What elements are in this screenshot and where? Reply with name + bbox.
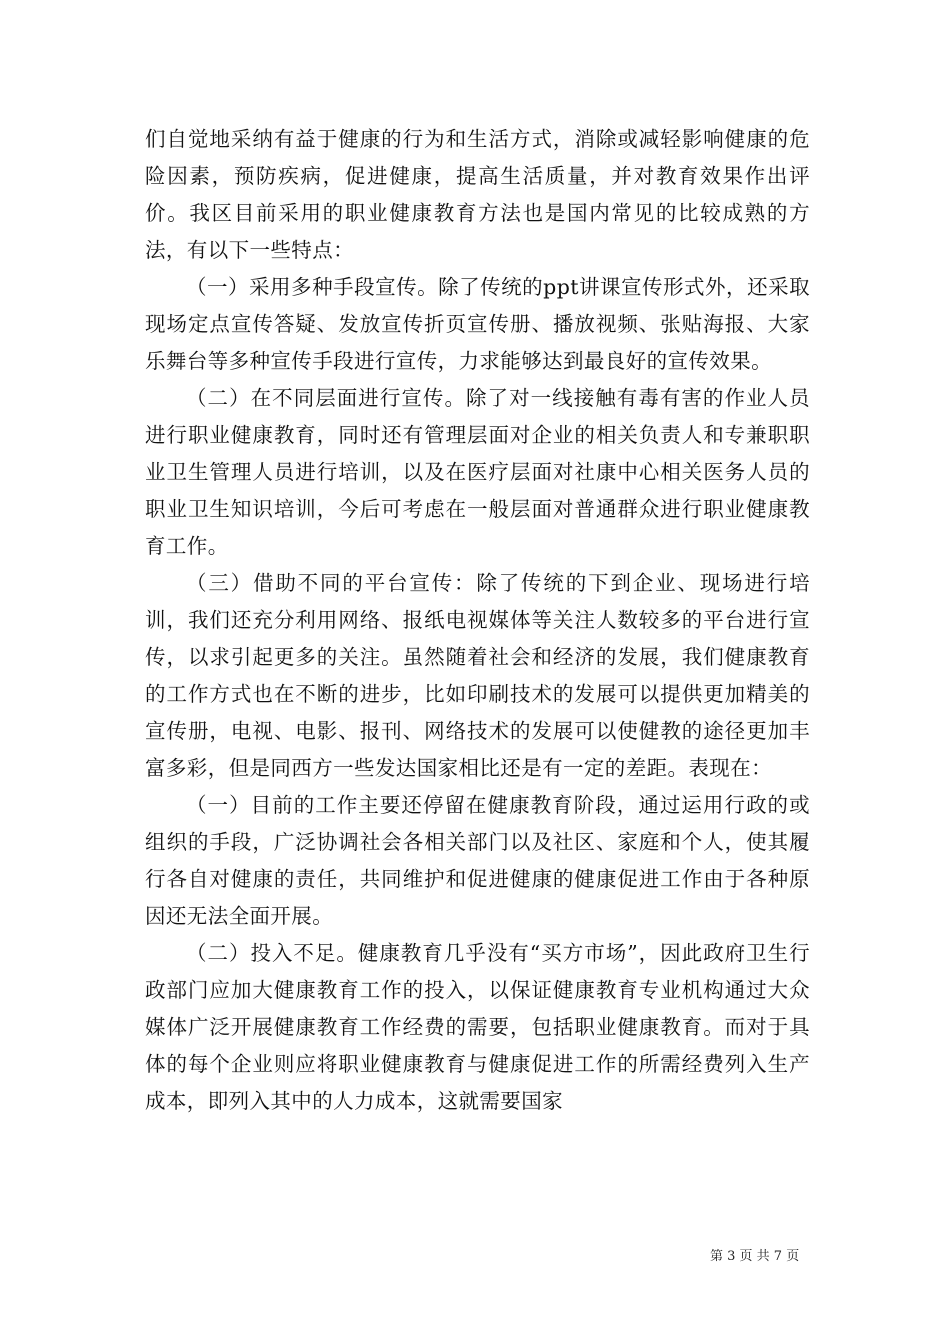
document-body — [145, 121, 810, 1120]
paragraph-gap-two-funding: （二）投入不足。健康教育几乎没有“买方市场”，因此政府卫生行政部门应加大健康教育工作的投入，以保证健康教育专业机构通过大众媒体广泛开展健康教育工作经费的需要，包括职业健康教育。而对于具体的每个企业则应将职业健康教育与健康促进工作的所需经费列入生产成本，即列入其中的人力成本，这就需要国家 — [145, 941, 810, 1113]
paragraph-point-one-methods: （一）采用多种手段宣传。除了传统的ppt讲课宣传形式外，还采取现场定点宣传答疑、发放宣传折页宣传册、播放视频、张贴海报、大家乐舞台等多种宣传手段进行宣传，力求能够达到最良好的宣传效果。 — [145, 275, 810, 373]
paragraph-gap-one-work-stage: （一）目前的工作主要还停留在健康教育阶段，通过运用行政的或组织的手段，广泛协调社会各相关部门以及社区、家庭和个人，使其履行各自对健康的责任，共同维护和促进健康的健康促进工作由于各种原因还无法全面开展。 — [145, 793, 810, 928]
paragraph-point-two-levels: （二）在不同层面进行宣传。除了对一线接触有毒有害的作业人员进行职业健康教育，同时还有管理层面对企业的相关负责人和专兼职职业卫生管理人员进行培训，以及在医疗层面对社康中心相关医务人员的职业卫生知识培训，今后可考虑在一般层面对普通群众进行职业健康教育工作。 — [145, 386, 810, 558]
paragraph-continuation: 们自觉地采纳有益于健康的行为和生活方式，消除或减轻影响健康的危险因素，预防疾病，促进健康，提高生活质量，并对教育效果作出评价。我区目前采用的职业健康教育方法也是国内常见的比较成熟的方法，有以下一些特点： — [145, 127, 810, 262]
paragraph-point-three-platforms: （三）借助不同的平台宣传：除了传统的下到企业、现场进行培训，我们还充分利用网络、报纸电视媒体等关注人数较多的平台进行宣传，以求引起更多的关注。虽然随着社会和经济的发展，我们健康教育的工作方式也在不断的进步，比如印刷技术的发展可以提供更加精美的宣传册，电视、电影、报刊、网络技术的发展可以使健教的途径更加丰富多彩，但是同西方一些发达国家相比还是有一定的差距。表现在： — [145, 571, 810, 780]
page-number-footer: 第 3 页 共 7 页 — [710, 1249, 800, 1264]
